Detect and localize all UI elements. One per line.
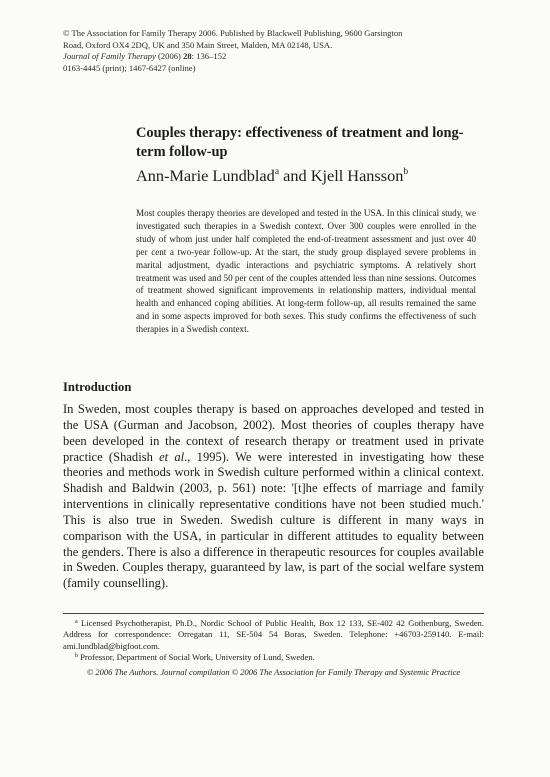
footnote-b: [63, 652, 484, 663]
journal-citation: [63, 51, 483, 63]
author-line: [136, 166, 408, 186]
footnote-a-mark: a: [75, 619, 78, 625]
introduction-text-part-1: In Sweden, most couples therapy is based on approaches developed and tested in the USA (Gurman and Jacobson, 2002). Most theories of couples therapy have been developed in the context of research therapy or treatment used in private practice (Shadish: [63, 402, 484, 464]
section-heading-introduction: Introduction: [63, 380, 132, 394]
journal-name: Journal of Family Therapy: [63, 51, 156, 62]
footnotes: [63, 618, 484, 663]
article-title: Couples therapy: effectiveness of treatment and long-term follow-up: [136, 125, 464, 160]
publisher-line-1: © The Association for Family Therapy 2006. Published by Blackwell Publishing, 9600 Garsington: [63, 28, 403, 38]
footnote-divider: [63, 613, 484, 614]
publisher-header: [63, 28, 483, 74]
author-2: Kjell Hansson: [310, 166, 404, 185]
journal-year: (2006): [155, 51, 184, 62]
introduction-et-al: et al: [159, 449, 185, 464]
issn-line: 0163-4445 (print); 1467-6427 (online): [63, 62, 196, 73]
footnote-a-text: Licensed Psychotherapist, Ph.D., Nordic School of Public Health, Box 12 133, SE-402 42 Gothenburg, Sweden. Address for correspondence: Orregatan 11, SE-504 54 Boras, Sweden. Telephone: +46703-259140. E-mail: ami.lundblad@bigfoot.com.: [63, 618, 484, 651]
publisher-line-2: Road, Oxford OX4 2DQ, UK and 350 Main Street, Malden, MA 02148, USA.: [63, 39, 333, 50]
author-1: Ann-Marie Lundblad: [136, 166, 275, 185]
author-1-affiliation-mark: a: [274, 167, 280, 177]
copyright-footer: © 2006 The Authors. Journal compilation © 2006 The Association for Family Therapy and Systemic Practice: [86, 667, 461, 677]
author-join: and: [279, 166, 311, 185]
journal-volume: 28: [183, 51, 192, 62]
footnote-a: [63, 618, 484, 652]
footnote-b-text: Professor, Department of Social Work, University of Lund, Sweden.: [78, 651, 315, 662]
footnote-b-mark: b: [75, 652, 78, 659]
abstract: Most couples therapy theories are developed and tested in the USA. In this clinical study, we investigated such therapies in a Swedish context. Over 300 couples were enrolled in the study of whom just under half completed the end-of-treatment assessment and just over 40 per cent a two-year follow-up. At the start, the study group displayed severe problems in marital adjustment, dyadic interactions and psychiatric symptoms. A relatively short treatment was used and 50 per cent of the couples attended less than nine sessions. Outcomes of treatment showed significant improvements in relationship matters, individual mental health and enhanced coping abilities. At long-term follow-up, all results remained the same and in some aspects improved for both sexes. This study confirms the effectiveness of such therapies in a Swedish context.: [136, 208, 476, 335]
introduction-text-part-2: ., 1995). We were interested in investigating how these theories and methods work in Swedish culture performed within a clinical context. Shadish and Baldwin (2003, p. 561) note: '[t]he effects of marriage and family interventions in clinically representative conditions have not been studied much.' This is also true in Sweden. Swedish culture is different in many ways in comparison with the USA, in particular in different attitudes to equality between the genders. There is also a difference in therapeutic resources for couples available in Sweden. Couples therapy, guaranteed by law, is part of the social welfare system (family counselling).: [63, 449, 485, 591]
journal-pages: : 136–152: [191, 51, 227, 62]
introduction-paragraph: [63, 402, 484, 592]
author-2-affiliation-mark: b: [403, 167, 409, 177]
